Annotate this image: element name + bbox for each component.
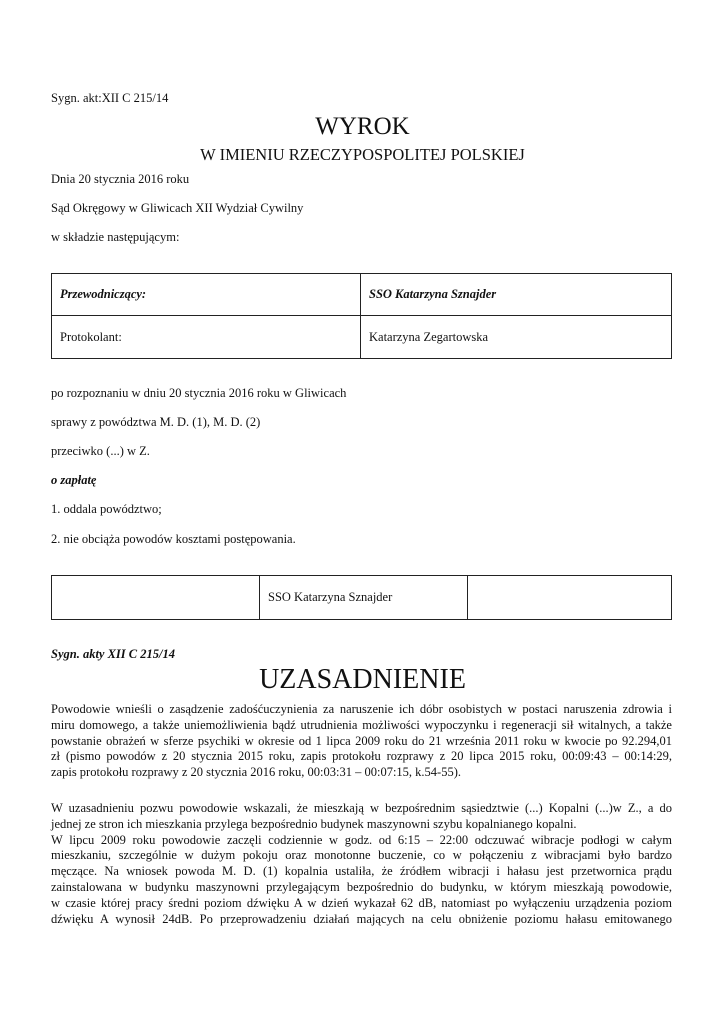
- paragraph-line: zł (pismo powodów z 20 stycznia 2015 roku, zapis protokołu rozprawy z 20 lipca 2015 roku, 00:09:43 – 00:14:29,: [51, 749, 672, 764]
- justification-case-reference: Sygn. akty XII C 215/14: [51, 647, 175, 661]
- signature-judge: SSO Katarzyna Sznajder: [260, 576, 468, 620]
- clerk-name: Katarzyna Zegartowska: [361, 316, 672, 359]
- paragraph-line: zainstalowana w budynku maszynowni przylegającym bezpośrednio do budynku, w którym mieszkają powodowie,: [51, 879, 672, 894]
- paragraph-line: miru domowego, a także uniemożliwienia bądź utrudnienia możliwości wypoczynku i regeneracji sił witalnych, a także: [51, 717, 672, 732]
- composition-label: w składzie następującym:: [51, 230, 180, 244]
- judgment-date: Dnia 20 stycznia 2016 roku: [51, 172, 190, 186]
- panel-table: [51, 273, 672, 359]
- paragraph-line: zapis protokołu rozprawy z 20 stycznia 2016 roku, 00:03:31 – 00:07:15, k.54-55).: [51, 765, 461, 780]
- justification-paragraph-2: [51, 801, 672, 927]
- hearing-info: po rozpoznaniu w dniu 20 stycznia 2016 roku w Gliwicach: [51, 386, 347, 400]
- case-subject: o zapłatę: [51, 473, 97, 487]
- justification-title: UZASADNIENIE: [259, 664, 466, 695]
- paragraph-line: powstanie obrażeń w sferze psychiki w okresie od 1 lipca 2009 roku do 21 września 2011 roku w kwocie po 92.294,01: [51, 733, 672, 748]
- plaintiffs-info: sprawy z powództwa M. D. (1), M. D. (2): [51, 415, 261, 429]
- court-name: Sąd Okręgowy w Gliwicach XII Wydział Cywilny: [51, 201, 304, 215]
- signature-cell-empty-left: [52, 576, 260, 620]
- paragraph-line: mieszkaniu, szczególnie w dużym pokoju oraz monotonne buczenie, co w połączeniu z wibracjami było bardzo: [51, 848, 672, 863]
- paragraph-line: męczące. Na wniosek powoda M. D. (1) kopalnia ustaliła, że źródłem wibracji i hałasu jest przetwornica prądu: [51, 864, 672, 879]
- paragraph-line: W uzasadnieniu pozwu powodowie wskazali, że mieszkają w bezpośrednim sąsiedztwie (...) Kopalni (...)w Z., a do: [51, 801, 672, 815]
- chair-label: Przewodniczący:: [52, 274, 361, 316]
- paragraph-line: Powodowie wnieśli o zasądzenie zadośćuczynienia za naruszenie ich dóbr osobistych w postaci naruszenia zdrowia i: [51, 702, 672, 716]
- paragraph-line: w czasie której pracy średni poziom dźwięku A w dzień wykazał 62 dB, natomiast po wyłączeniu urządzenia poziom: [51, 895, 672, 910]
- signature-table: [51, 575, 672, 620]
- defendant-info: przeciwko (...) w Z.: [51, 444, 150, 458]
- judgment-title: WYROK: [315, 113, 410, 140]
- signature-cell-empty-right: [468, 576, 672, 620]
- paragraph-line: dźwięku A wynosił 24dB. Po przeprowadzeniu działań mających na celu obniżenie poziomu hałasu emitowanego: [51, 911, 672, 926]
- verdict-item: 1. oddala powództwo;: [51, 502, 162, 516]
- judgment-title-wrap: [0, 113, 725, 141]
- paragraph-line: W lipcu 2009 roku powodowie zaczęli codziennie w godz. od 6:15 – 22:00 odczuwać wibracje podłogi w całym: [51, 832, 672, 847]
- clerk-label: Protokolant:: [52, 316, 361, 359]
- chair-name: SSO Katarzyna Sznajder: [361, 274, 672, 316]
- judgment-subtitle: W IMIENIU RZECZYPOSPOLITEJ POLSKIEJ: [200, 145, 525, 164]
- paragraph-line: jednej ze stron ich mieszkania przylega bezpośrednio budynek maszynowni szybu kopalnianego kopalni.: [51, 816, 577, 831]
- verdict-item: 2. nie obciąża powodów kosztami postępowania.: [51, 532, 296, 546]
- justification-paragraph-1: [51, 702, 672, 781]
- case-reference: Sygn. akt:XII C 215/14: [51, 91, 169, 105]
